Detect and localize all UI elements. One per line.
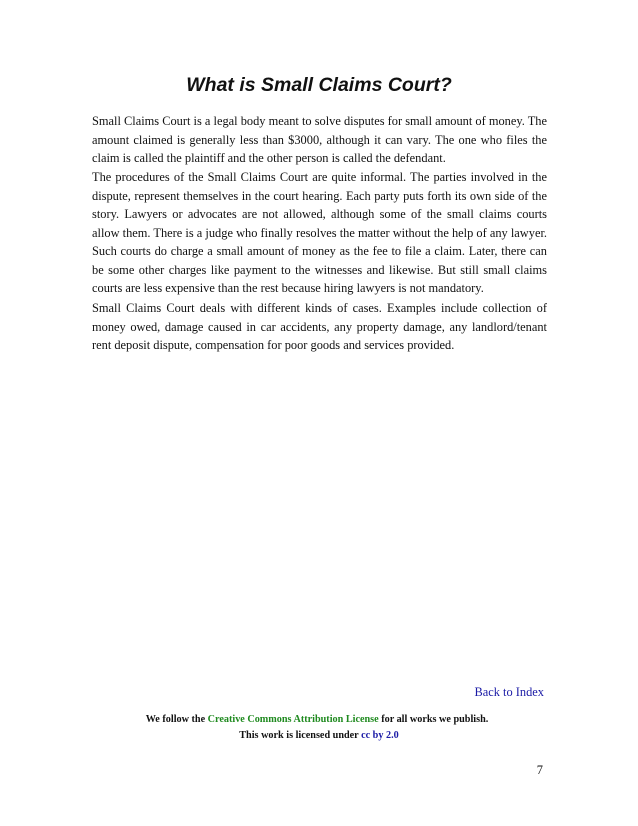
footer-line-2 (0, 728, 638, 744)
back-to-index-link[interactable]: Back to Index (474, 685, 544, 699)
paragraph-case-types: Small Claims Court deals with different kinds of cases. Examples include collection of money owed, damage caused in car accidents, any property damage, any landlord/tenant rent deposit dispute, compensation for poor goods and services provided. (92, 301, 547, 352)
footer-line2-prefix: This work is licensed under (239, 730, 362, 741)
page-number: 7 (536, 763, 543, 777)
paragraph-definition: Small Claims Court is a legal body meant to solve disputes for small amount of money. The amount claimed is generally less than $3000, although it can vary. The one who files the claim is called the plaintiff and the other person is called the defendant. (92, 114, 547, 165)
license-footer (0, 712, 638, 744)
cc-by-link[interactable]: cc by 2.0 (361, 730, 399, 741)
paragraph-procedures: The procedures of the Small Claims Court are quite informal. The parties involved in the dispute, represent themselves in the court hearing. Each party puts forth its own side of the story. Lawyers or advocates are not allowed, although some of the small claims courts allow them. There is a judge who finally resolves the matter without the help of any lawyer. Such courts do charge a small amount of money as the fee to file a claim. Later, there can be some other charges like payment to the witnesses and likewise. But still small claims courts are less expensive than the rest because hiring lawyers is not mandatory. (92, 170, 547, 295)
creative-commons-license-link[interactable]: Creative Commons Attribution License (207, 714, 379, 725)
footer-line1-prefix: We follow the (145, 714, 208, 725)
footer-line-1 (0, 712, 638, 728)
page-title: What is Small Claims Court? (186, 74, 452, 96)
footer-line1-suffix: for all works we publish. (378, 714, 489, 725)
